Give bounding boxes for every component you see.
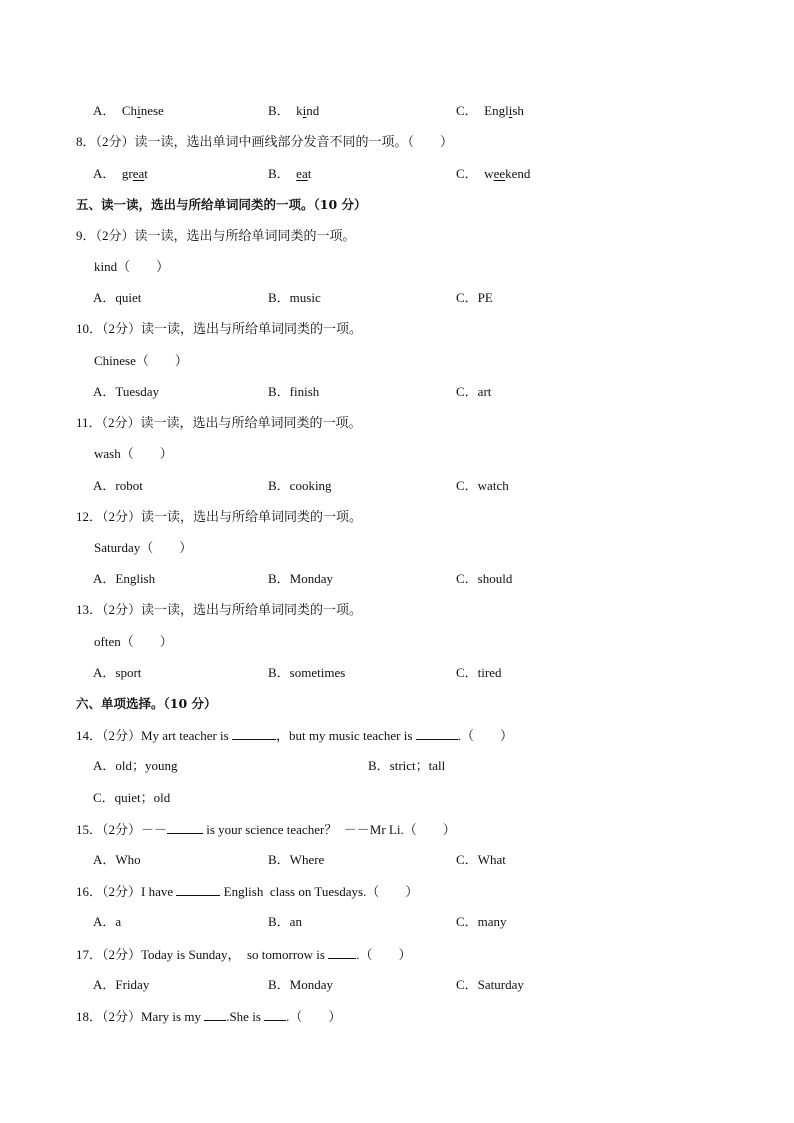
q15-option-a[interactable]: A．Who	[93, 852, 141, 867]
q7-option-b[interactable]: B． kind	[268, 103, 320, 118]
q16-blank[interactable]	[176, 883, 220, 896]
q16-stem	[76, 883, 418, 900]
q8-option-c[interactable]: C． weekend	[456, 166, 531, 181]
q9-given-word: kind（ ）	[94, 259, 170, 274]
q16-option-c[interactable]: C．many	[456, 914, 507, 929]
q13-stem: 13．（2分）读一读，选出与所给单词同类的一项。	[76, 602, 363, 617]
q15-option-b[interactable]: B．Where	[268, 852, 325, 867]
q11-option-c[interactable]: C．watch	[456, 478, 509, 493]
q10-given-word: Chinese（ ）	[94, 353, 188, 368]
q14-option-b[interactable]: B．strict；tall	[368, 758, 446, 773]
q18-stem	[76, 1008, 341, 1025]
q15-option-c[interactable]: C．What	[456, 852, 506, 867]
section-6-title: 六、单项选择。（10 分）	[76, 696, 217, 711]
q9-option-a[interactable]: A．quiet	[93, 290, 142, 305]
q13-option-c[interactable]: C．tired	[456, 665, 502, 680]
q7-option-c[interactable]: C． English	[456, 103, 524, 118]
q12-option-c[interactable]: C．should	[456, 571, 513, 586]
q11-given-word: wash（ ）	[94, 446, 173, 461]
q18-stem-start: 18．（2分）Mary is my	[76, 1009, 205, 1024]
q14-stem-mid: ，but my music teacher is	[275, 728, 416, 743]
q16-option-b[interactable]: B．an	[268, 914, 302, 929]
q8-option-a[interactable]: A． great	[93, 166, 148, 181]
q18-blank-1[interactable]	[204, 1008, 226, 1021]
q12-option-b[interactable]: B．Monday	[268, 571, 334, 586]
q17-stem-start: 17．（2分）Today is Sunday， so tomorrow is	[76, 947, 329, 962]
q15-blank[interactable]	[167, 821, 203, 834]
q18-stem-end: .（ ）	[286, 1009, 342, 1024]
q14-blank-1[interactable]	[232, 727, 276, 740]
q15-stem	[76, 821, 456, 838]
q12-given-word: Saturday（ ）	[94, 540, 193, 555]
q18-stem-mid: .She is	[226, 1009, 265, 1024]
q12-stem: 12．（2分）读一读，选出与所给单词同类的一项。	[76, 509, 363, 524]
q9-stem: 9．（2分）读一读，选出与所给单词同类的一项。	[76, 228, 356, 243]
q10-option-b[interactable]: B．finish	[268, 384, 320, 399]
q11-option-a[interactable]: A．robot	[93, 478, 143, 493]
q15-stem-start: 15．（2分）－－	[76, 822, 168, 837]
q16-option-a[interactable]: A．a	[93, 914, 122, 929]
q17-blank[interactable]	[328, 946, 356, 959]
q8-stem: 8．（2分）读一读，选出单词中画线部分发音不同的一项。（ ）	[76, 134, 454, 149]
q9-option-c[interactable]: C．PE	[456, 290, 493, 305]
q13-given-word: often（ ）	[94, 634, 173, 649]
q12-option-a[interactable]: A．English	[93, 571, 156, 586]
q14-stem-start: 14．（2分）My art teacher is	[76, 728, 232, 743]
q16-stem-start: 16．（2分）I have	[76, 884, 177, 899]
q17-stem	[76, 946, 412, 963]
q17-option-a[interactable]: A．Friday	[93, 977, 150, 992]
q10-stem: 10．（2分）读一读，选出与所给单词同类的一项。	[76, 321, 363, 336]
q8-option-b[interactable]: B． eat	[268, 166, 312, 181]
q11-option-b[interactable]: B．cooking	[268, 478, 332, 493]
q14-option-c[interactable]: C．quiet；old	[93, 790, 171, 805]
q14-stem-end: .（ ）	[457, 728, 513, 743]
q13-option-a[interactable]: A．sport	[93, 665, 142, 680]
q11-stem: 11．（2分）读一读，选出与所给单词同类的一项。	[76, 415, 362, 430]
q17-option-b[interactable]: B．Monday	[268, 977, 334, 992]
q9-option-b[interactable]: B．music	[268, 290, 321, 305]
q10-option-c[interactable]: C．art	[456, 384, 492, 399]
q14-blank-2[interactable]	[416, 727, 458, 740]
q7-option-a[interactable]: A． Chinese	[93, 103, 164, 118]
q14-option-a[interactable]: A．old；young	[93, 758, 178, 773]
q10-option-a[interactable]: A．Tuesday	[93, 384, 159, 399]
q16-stem-rest: English class on Tuesdays.（ ）	[220, 884, 419, 899]
q15-stem-rest: is your science teacher？ －－Mr Li.（ ）	[203, 822, 456, 837]
q17-option-c[interactable]: C．Saturday	[456, 977, 524, 992]
q14-stem	[76, 727, 513, 744]
q18-blank-2[interactable]	[264, 1008, 286, 1021]
q17-stem-rest: .（ ）	[356, 947, 412, 962]
section-5-title: 五、读一读，选出与所给单词同类的一项。（10 分）	[76, 197, 367, 212]
q13-option-b[interactable]: B．sometimes	[268, 665, 346, 680]
